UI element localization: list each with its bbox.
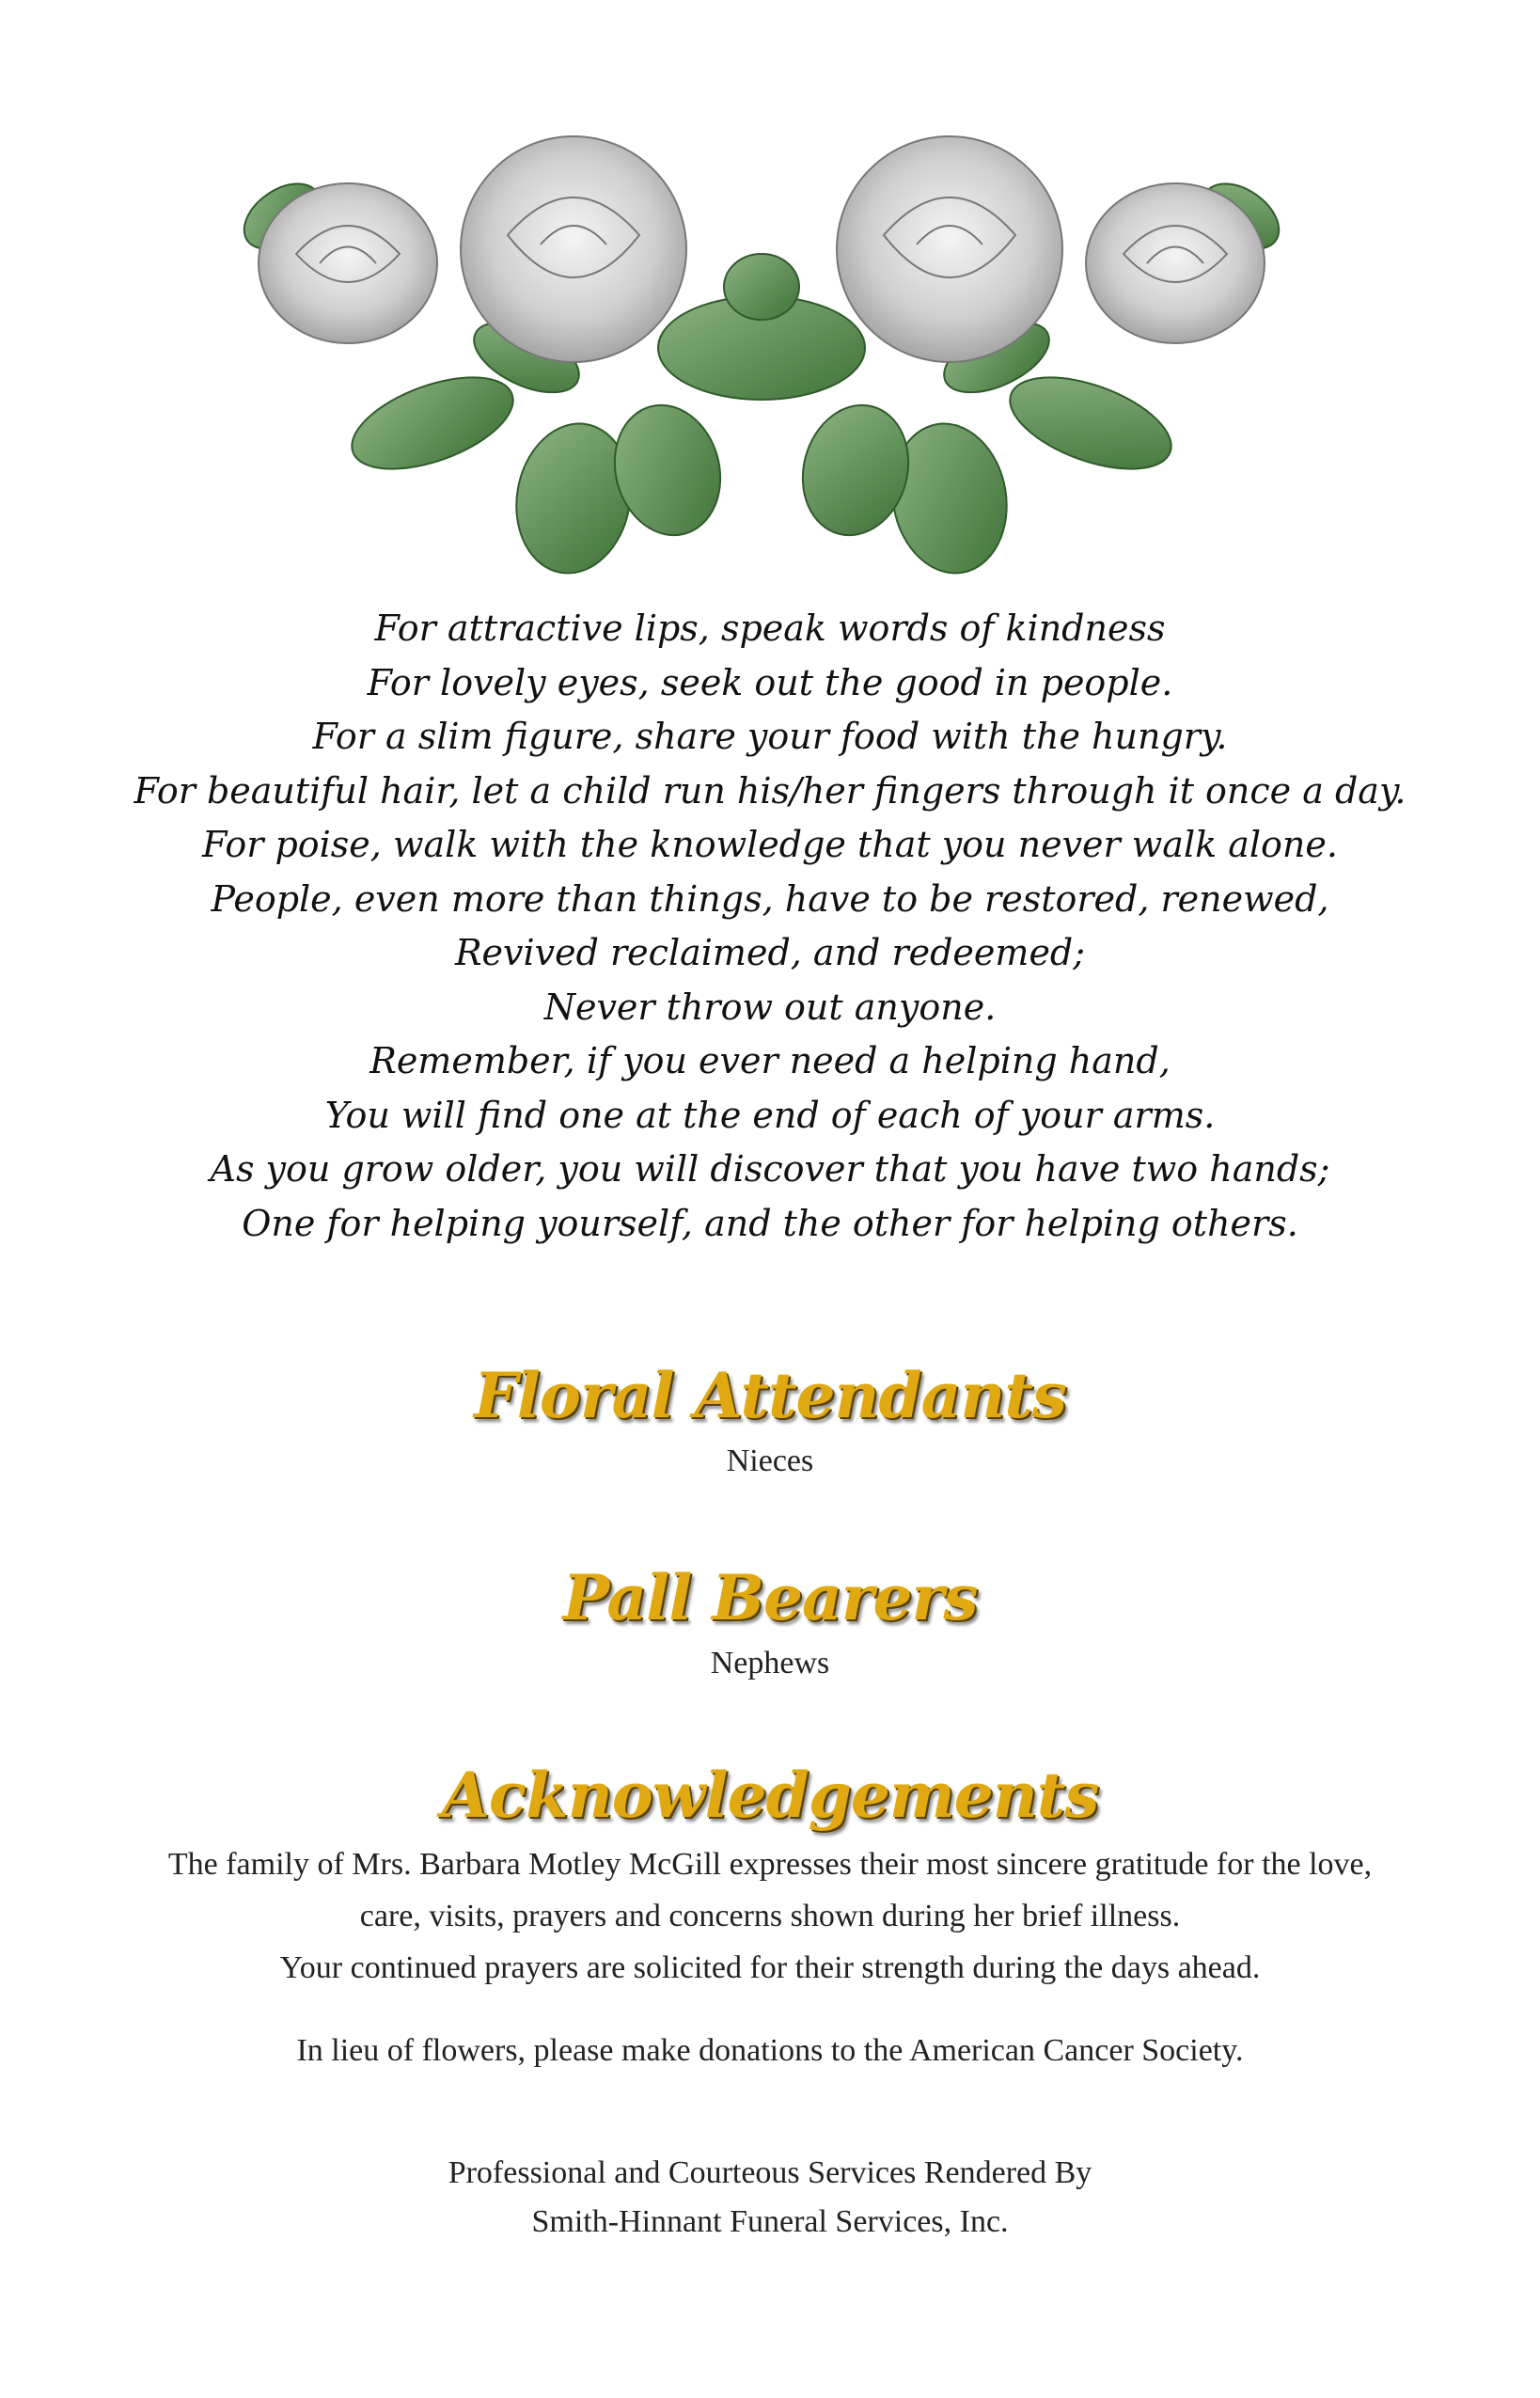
- pall-bearers-text: Nephews: [710, 1646, 830, 1680]
- services-line-2: Smith-Hinnant Funeral Services, Inc.: [531, 2204, 1009, 2239]
- poem-line: For lovely eyes, seek out the good in people.: [367, 661, 1173, 703]
- acknowledgement-line: Your continued prayers are solicited for their strength during the days ahead.: [279, 1950, 1261, 1985]
- acknowledgement-line: care, visits, prayers and concerns shown during her brief illness.: [359, 1899, 1181, 1933]
- poem-line: For a slim figure, share your food with the hungry.: [312, 716, 1228, 757]
- poem-line: Remember, if you ever need a helping hand,: [369, 1040, 1171, 1081]
- floral-attendants-heading: Floral Attendants: [473, 1359, 1067, 1432]
- poem-line: Revived reclaimed, and redeemed;: [454, 932, 1086, 973]
- poem-line: As you grow older, you will discover that you have two hands;: [210, 1148, 1330, 1190]
- poem-line: For poise, walk with the knowledge that you never walk alone.: [202, 824, 1338, 865]
- acknowledgements-heading: Acknowledgements: [441, 1759, 1099, 1832]
- acknowledgements-body: [94, 1838, 1446, 1994]
- donation-note: In lieu of flowers, please make donations to the American Cancer Society.: [296, 2033, 1244, 2068]
- poem-line: People, even more than things, have to be restored, renewed,: [211, 877, 1329, 920]
- pall-bearers-heading: Pall Bearers: [562, 1561, 978, 1634]
- poem-line: One for helping yourself, and the other for helping others.: [242, 1202, 1298, 1244]
- floral-attendants-text: Nieces: [726, 1444, 814, 1478]
- poem: [94, 602, 1446, 1251]
- acknowledgement-line: The family of Mrs. Barbara Motley McGill expresses their most sincere gratitude for the love,: [167, 1847, 1373, 1882]
- poem-line: Never throw out anyone.: [543, 986, 997, 1028]
- poem-line: You will find one at the end of each of your arms.: [324, 1094, 1216, 1136]
- poem-line: For attractive lips, speak words of kindness: [374, 607, 1166, 649]
- poem-line: For beautiful hair, let a child run his/her fingers through it once a day.: [134, 769, 1406, 812]
- white-roses-illustration: [216, 122, 1307, 611]
- services-line-1: Professional and Courteous Services Rendered By: [448, 2155, 1092, 2190]
